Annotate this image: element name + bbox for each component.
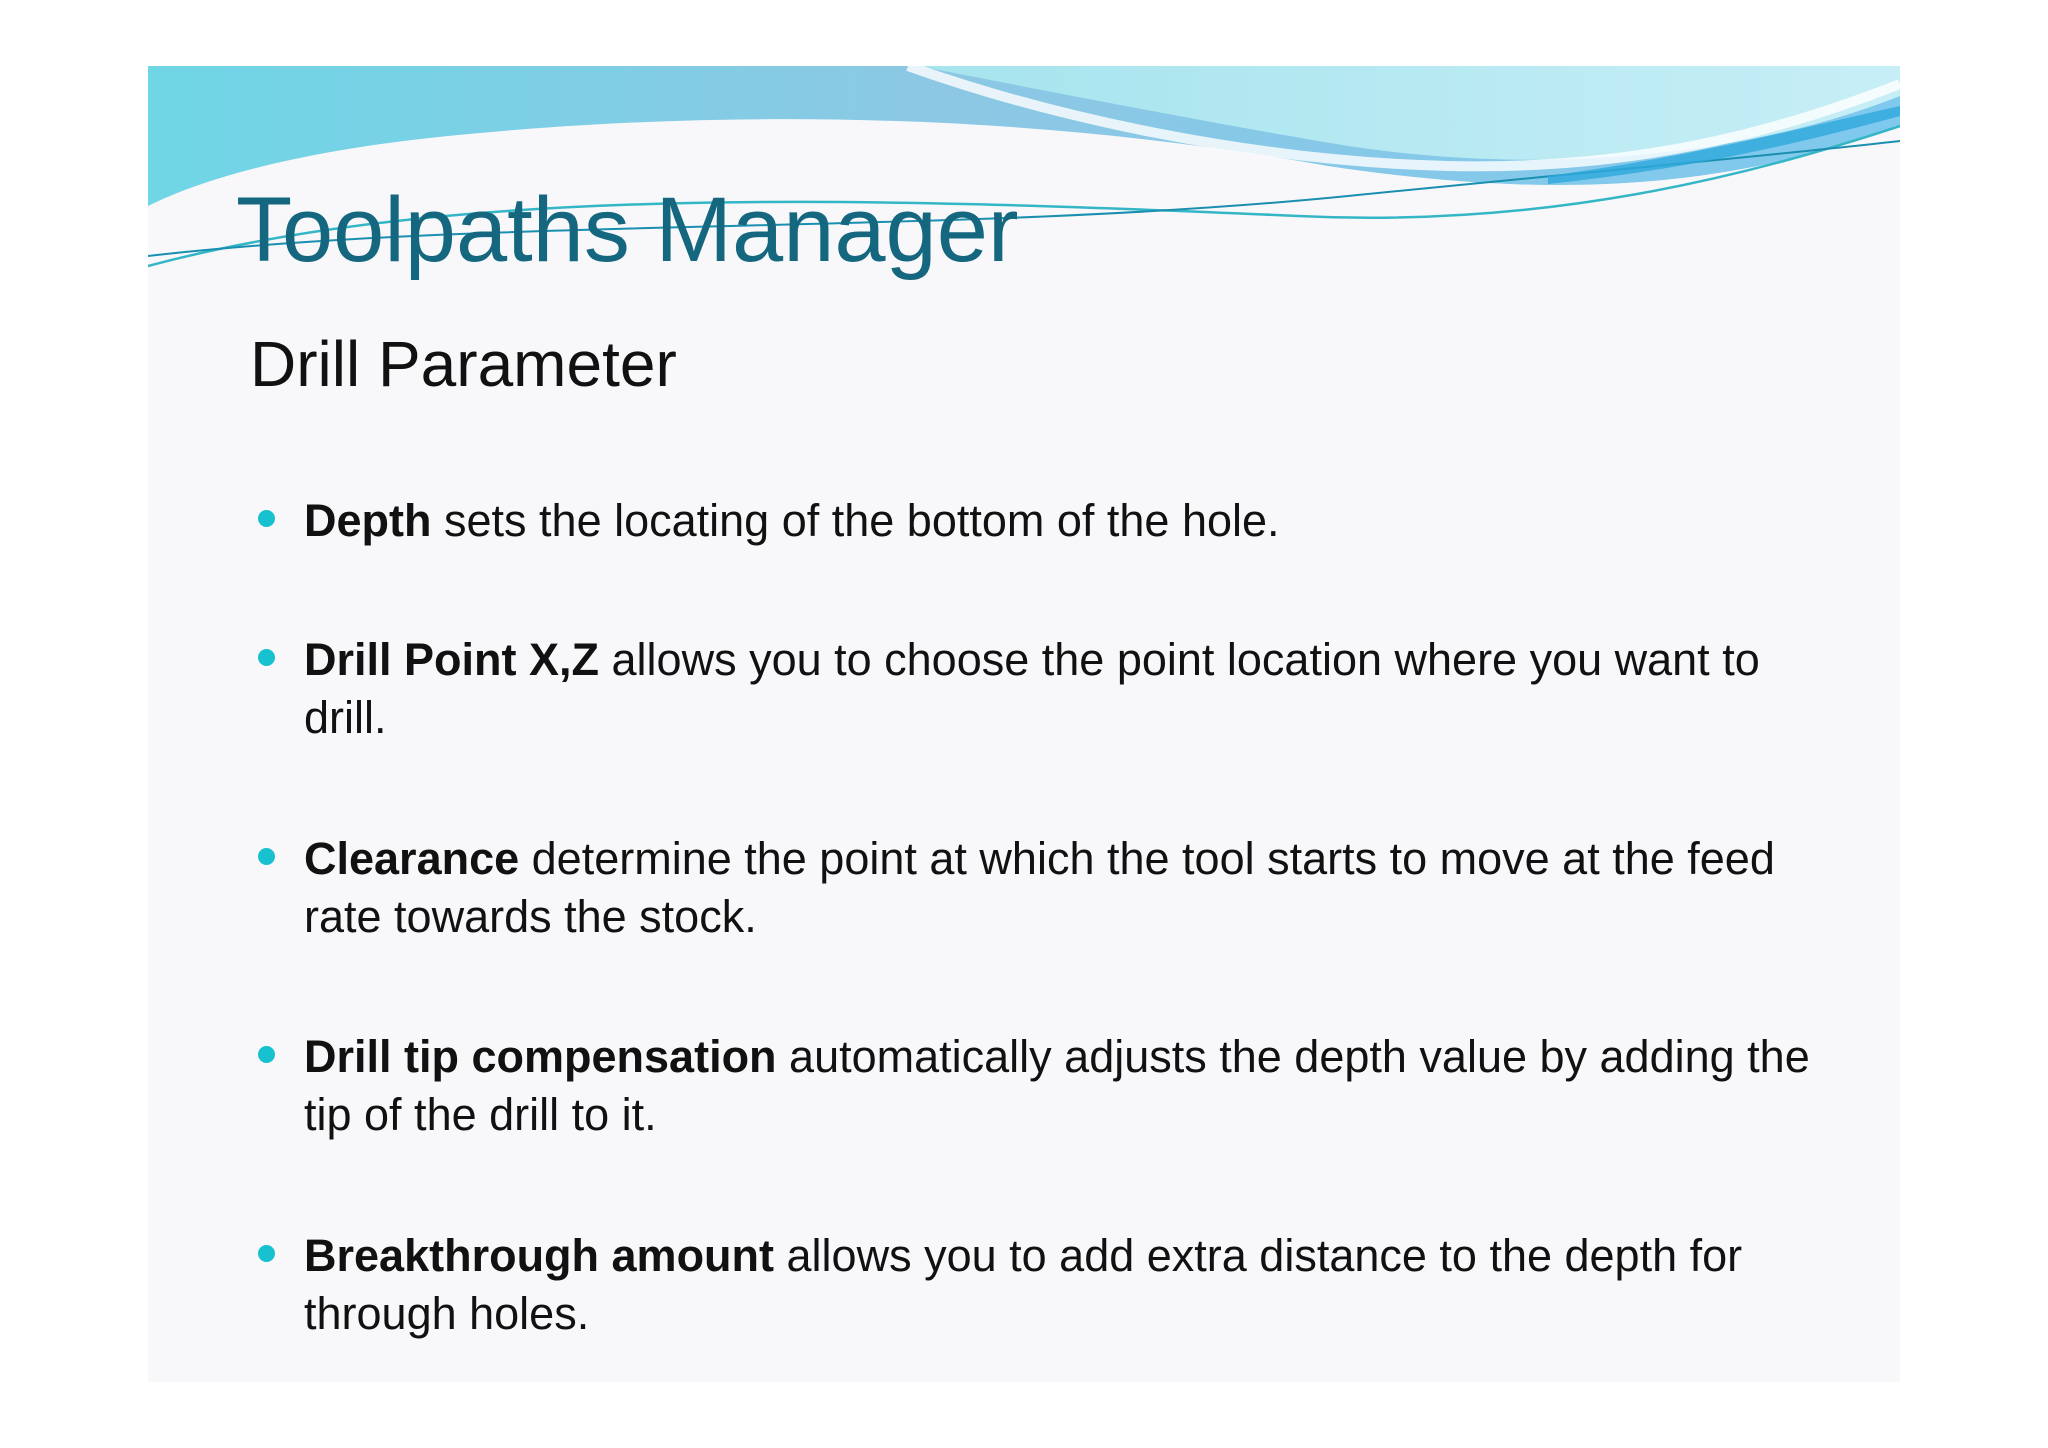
bullet-term: Drill tip compensation [304, 1031, 777, 1082]
bullet-term: Clearance [304, 833, 520, 884]
bullet-text: sets the locating of the bottom of the hole. [431, 495, 1280, 546]
bullet-text: determine the point at which the tool starts to move at the feed rate towards the stock. [304, 833, 1775, 942]
bullet-term: Depth [304, 495, 432, 546]
bullet-text: allows you to add extra distance to the depth for through holes. [304, 1230, 1743, 1339]
bullet-text: allows you to choose the point location where you want to drill. [304, 634, 1760, 743]
bullet-dot-icon [258, 848, 275, 865]
bullet-term: Breakthrough amount [304, 1230, 775, 1281]
bullet-text: automatically adjusts the depth value by adding the tip of the drill to it. [304, 1031, 1810, 1140]
slide [148, 66, 1900, 1382]
bullet-dot-icon [258, 510, 275, 527]
bullet-dot-icon [258, 1046, 275, 1063]
bullet-dot-icon [258, 1245, 275, 1262]
slide-subtitle: Drill Parameter [250, 328, 677, 400]
bullet-term: Drill Point X,Z [304, 634, 600, 685]
bullet-dot-icon [258, 649, 275, 666]
slide-title: Toolpaths Manager [236, 179, 1019, 281]
